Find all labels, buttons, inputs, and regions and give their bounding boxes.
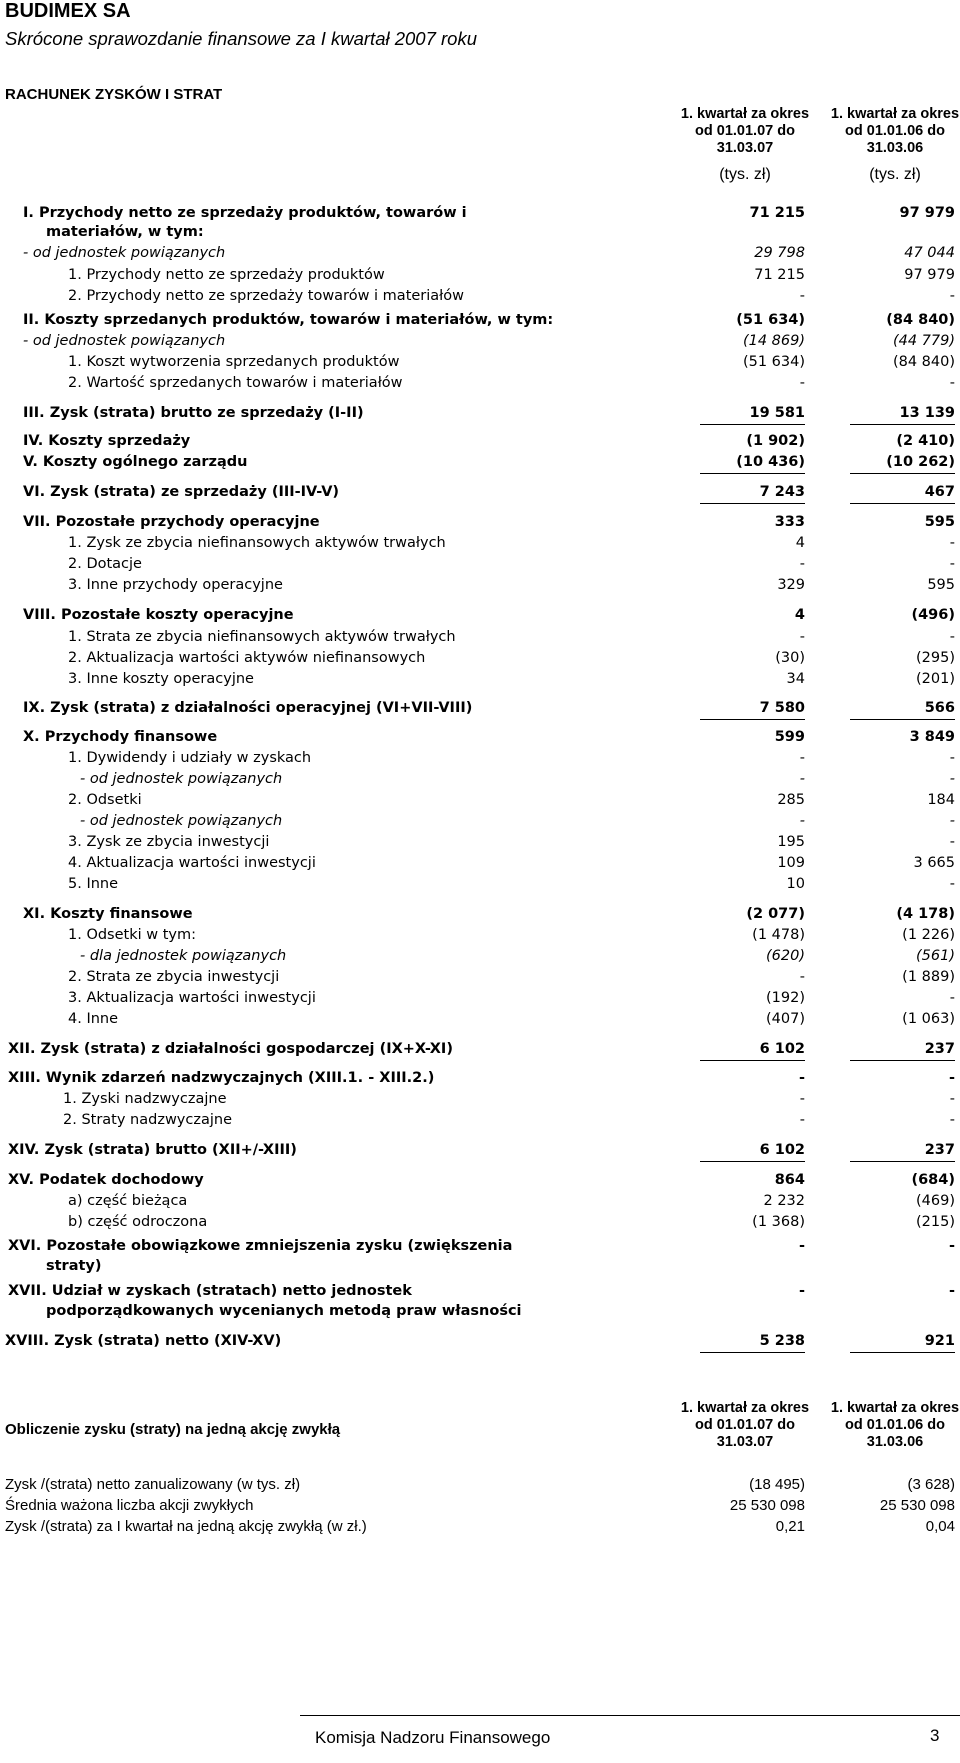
value-2007: (1 478) [752, 927, 805, 943]
subtotal-rule [700, 473, 805, 474]
column-header-line: od 01.01.07 do [695, 1417, 795, 1433]
unit-label: (tys. zł) [869, 166, 921, 183]
row-label: 1. Zysk ze zbycia niefinansowych aktywów trwałych [68, 535, 446, 551]
value-2007: - [799, 1091, 805, 1107]
value-2006: - [948, 1283, 955, 1299]
value-2006: 237 [924, 1142, 955, 1158]
value-2006: (469) [916, 1193, 955, 1209]
row-label: 3. Inne koszty operacyjne [68, 671, 254, 687]
value-2006: - [949, 535, 955, 551]
value-2007: - [799, 1112, 805, 1128]
table-row [0, 833, 960, 855]
subtotal-rule [850, 1161, 955, 1162]
value-2006: (44 779) [892, 333, 955, 349]
column-header-line: 1. kwartał za okres [830, 1400, 960, 1416]
row-label: b) część odroczona [68, 1214, 208, 1230]
row-label: 2. Dotacje [68, 556, 142, 572]
row-label: VII. Pozostałe przychody operacyjne [23, 514, 320, 530]
table-row [0, 606, 960, 628]
row-label: 1. Strata ze zbycia niefinansowych aktywów trwałych [68, 629, 456, 645]
value-2006: (3 628) [907, 1476, 955, 1493]
table-row [0, 699, 960, 721]
table-row [0, 968, 960, 990]
value-2006: 921 [924, 1333, 955, 1349]
value-2006: - [949, 1112, 955, 1128]
row-label: 3. Inne przychody operacyjne [68, 577, 283, 593]
table-row [0, 728, 960, 750]
value-2007: - [798, 1070, 805, 1086]
subtotal-rule [700, 1352, 805, 1353]
value-2007: 864 [774, 1172, 805, 1188]
value-2007: 7 243 [759, 484, 805, 500]
value-2006: - [949, 556, 955, 572]
table-row [0, 1010, 960, 1032]
value-2007: 10 [786, 876, 805, 892]
table-row [0, 244, 960, 266]
value-2006: (295) [916, 650, 955, 666]
table-row [0, 332, 960, 354]
value-2006: 3 849 [909, 729, 955, 745]
value-2007: - [798, 1283, 805, 1299]
eps-row [0, 1476, 960, 1498]
row-label: 3. Zysk ze zbycia inwestycji [68, 834, 270, 850]
row-label: Średnia ważona liczba akcji zwykłych [5, 1497, 254, 1514]
value-2006: (215) [916, 1214, 955, 1230]
value-2006: 237 [924, 1041, 955, 1057]
value-2007: 333 [774, 514, 805, 530]
table-row [0, 483, 960, 505]
row-label: 2. Aktualizacja wartości aktywów niefinansowych [68, 650, 426, 666]
value-2007: - [799, 556, 805, 572]
row-label: 4. Aktualizacja wartości inwestycji [68, 855, 316, 871]
value-2007: (407) [766, 1011, 805, 1027]
row-label: XV. Podatek dochodowy [8, 1172, 204, 1188]
subtotal-rule [850, 503, 955, 504]
row-label: Zysk /(strata) za I kwartał na jedną akcję zwykłą (w zł.) [5, 1518, 367, 1535]
table-row [0, 1069, 960, 1091]
value-2006: 25 530 098 [879, 1497, 955, 1514]
subtotal-rule [700, 719, 805, 720]
value-2007: 34 [786, 671, 805, 687]
value-2006: (84 840) [892, 354, 955, 370]
table-row [0, 432, 960, 454]
subtotal-rule [850, 1060, 955, 1061]
table-row [0, 534, 960, 556]
value-2007: 599 [774, 729, 805, 745]
row-label: V. Koszty ogólnego zarządu [23, 454, 248, 470]
table-row [0, 1237, 960, 1259]
value-2007: - [799, 969, 805, 985]
table-row [0, 1171, 960, 1193]
row-label: XVIII. Zysk (strata) netto (XIV-XV) [5, 1333, 282, 1349]
table-row [0, 223, 960, 245]
row-label: VIII. Pozostałe koszty operacyjne [23, 607, 294, 623]
value-2006: - [949, 750, 955, 766]
subtotal-rule [850, 1352, 955, 1353]
value-2007: 19 581 [749, 405, 805, 421]
value-2007: (14 869) [742, 333, 805, 349]
subtotal-rule [700, 1060, 805, 1061]
value-2006: - [949, 1091, 955, 1107]
value-2006: 13 139 [899, 405, 955, 421]
value-2007: 4 [795, 535, 805, 551]
value-2006: (4 178) [896, 906, 955, 922]
value-2007: - [799, 750, 805, 766]
row-label: podporządkowanych wycenianych metodą praw własności [46, 1303, 522, 1319]
value-2006: (10 262) [886, 454, 955, 470]
column-header-2007 [675, 106, 815, 157]
value-2007: (1 902) [746, 433, 805, 449]
eps-title: Obliczenie zysku (straty) na jedną akcję zwykłą [5, 1421, 341, 1438]
table-row [0, 926, 960, 948]
value-2006: (561) [916, 948, 955, 964]
value-2006: - [949, 876, 955, 892]
value-2007: (192) [766, 990, 805, 1006]
value-2007: - [799, 288, 805, 304]
row-label: XIV. Zysk (strata) brutto (XII+/-XIII) [8, 1142, 297, 1158]
row-label: 4. Inne [68, 1011, 119, 1027]
row-label: 2. Odsetki [68, 792, 142, 808]
value-2006: (1 889) [902, 969, 955, 985]
table-row [0, 576, 960, 598]
value-2007: 6 102 [759, 1041, 805, 1057]
table-row [0, 1192, 960, 1214]
row-label: 1. Przychody netto ze sprzedaży produktów [68, 267, 385, 283]
row-label: XIII. Wynik zdarzeń nadzwyczajnych (XIII.1. - XIII.2.) [8, 1070, 435, 1086]
table-row [0, 770, 960, 792]
page-number: 3 [930, 1726, 940, 1745]
column-header-line: 31.03.06 [866, 140, 924, 156]
value-2006: 47 044 [904, 245, 955, 261]
row-label: IX. Zysk (strata) z działalności operacyjnej (VI+VII-VIII) [23, 700, 473, 716]
eps-row [0, 1518, 960, 1540]
subtotal-rule [850, 473, 955, 474]
table-row [0, 875, 960, 897]
value-2006: (84 840) [886, 312, 955, 328]
row-label: XVI. Pozostałe obowiązkowe zmniejszenia zysku (zwiększenia [8, 1238, 513, 1254]
row-label: XII. Zysk (strata) z działalności gospodarczej (IX+X-XI) [8, 1041, 453, 1057]
row-label: 2. Strata ze zbycia inwestycji [68, 969, 280, 985]
value-2007: 5 238 [759, 1333, 805, 1349]
row-label: IV. Koszty sprzedaży [23, 433, 191, 449]
value-2007: 2 232 [763, 1193, 805, 1209]
value-2007: 71 215 [749, 205, 805, 221]
row-label: III. Zysk (strata) brutto ze sprzedaży (I-II) [23, 405, 364, 421]
value-2006: (684) [911, 1172, 955, 1188]
value-2006: - [948, 1070, 955, 1086]
table-row [0, 311, 960, 333]
row-label: - dla jednostek powiązanych [80, 948, 287, 964]
value-2007: 29 798 [754, 245, 805, 261]
value-2006: 3 665 [913, 855, 955, 871]
subtotal-rule [700, 424, 805, 425]
row-label: Zysk /(strata) netto zanualizowany (w tys. zł) [5, 1476, 301, 1493]
row-label: - od jednostek powiązanych [23, 245, 226, 261]
row-label: materiałów, w tym: [46, 224, 204, 240]
row-label: - od jednostek powiązanych [80, 813, 283, 829]
row-label: 2. Wartość sprzedanych towarów i materiałów [68, 375, 403, 391]
value-2007: - [799, 375, 805, 391]
value-2007: 0,21 [775, 1518, 805, 1535]
column-header-line: 31.03.07 [716, 1434, 774, 1450]
row-label: 5. Inne [68, 876, 119, 892]
value-2007: - [799, 629, 805, 645]
table-row [0, 812, 960, 834]
value-2007: 7 580 [759, 700, 805, 716]
row-label: 1. Koszt wytworzenia sprzedanych produktów [68, 354, 400, 370]
value-2007: - [799, 813, 805, 829]
company-name: BUDIMEX SA [5, 0, 131, 22]
value-2006: - [949, 771, 955, 787]
row-label: 2. Straty nadzwyczajne [63, 1112, 232, 1128]
table-row [0, 374, 960, 396]
table-row [0, 1040, 960, 1062]
row-label: XVII. Udział w zyskach (stratach) netto jednostek [8, 1283, 412, 1299]
table-row [0, 1213, 960, 1235]
table-row [0, 1302, 960, 1324]
row-label: - od jednostek powiązanych [23, 333, 226, 349]
row-label: II. Koszty sprzedanych produktów, towarów i materiałów, w tym: [23, 312, 554, 328]
table-row [0, 1111, 960, 1133]
row-label: - od jednostek powiązanych [80, 771, 283, 787]
column-header-2006 [825, 106, 960, 157]
value-2006: - [949, 288, 955, 304]
column-header-line: od 01.01.07 do [695, 123, 795, 139]
table-row [0, 1141, 960, 1163]
table-row [0, 1257, 960, 1279]
footer-rule [300, 1715, 960, 1716]
row-label: XI. Koszty finansowe [23, 906, 193, 922]
row-label: a) część bieżąca [68, 1193, 188, 1209]
row-label: straty) [46, 1258, 102, 1274]
value-2006: - [949, 629, 955, 645]
value-2006: 595 [924, 514, 955, 530]
table-row [0, 947, 960, 969]
table-row [0, 854, 960, 876]
row-label: 1. Odsetki w tym: [68, 927, 197, 943]
value-2007: 329 [777, 577, 805, 593]
footer-org: Komisja Nadzoru Finansowego [315, 1728, 551, 1747]
value-2006: - [949, 813, 955, 829]
subtotal-rule [700, 1161, 805, 1162]
column-header-line: od 01.01.06 do [845, 123, 945, 139]
value-2007: 25 530 098 [729, 1497, 805, 1514]
value-2006: (1 226) [902, 927, 955, 943]
row-label: 3. Aktualizacja wartości inwestycji [68, 990, 316, 1006]
table-row [0, 555, 960, 577]
table-row [0, 670, 960, 692]
column-header-line: 31.03.06 [866, 1434, 924, 1450]
value-2006: - [948, 1238, 955, 1254]
value-2007: (51 634) [736, 312, 805, 328]
table-row [0, 1282, 960, 1304]
column-header-line: 31.03.07 [716, 140, 774, 156]
eps-column-header-2007 [675, 1400, 815, 1451]
value-2007: - [798, 1238, 805, 1254]
row-label: 1. Zyski nadzwyczajne [63, 1091, 227, 1107]
table-row [0, 453, 960, 475]
table-row [0, 1090, 960, 1112]
value-2007: (51 634) [742, 354, 805, 370]
value-2007: - [799, 771, 805, 787]
value-2006: 566 [924, 700, 955, 716]
table-row [0, 353, 960, 375]
table-row [0, 791, 960, 813]
table-row [0, 1332, 960, 1354]
value-2006: 0,04 [925, 1518, 955, 1535]
value-2006: - [949, 990, 955, 1006]
value-2007: 6 102 [759, 1142, 805, 1158]
value-2007: (2 077) [746, 906, 805, 922]
column-header-line: od 01.01.06 do [845, 1417, 945, 1433]
value-2007: (18 495) [749, 1476, 805, 1493]
subtotal-rule [700, 503, 805, 504]
value-2007: 195 [777, 834, 805, 850]
subtotal-rule [850, 424, 955, 425]
table-row [0, 628, 960, 650]
table-row [0, 905, 960, 927]
row-label: X. Przychody finansowe [23, 729, 218, 745]
value-2006: (2 410) [896, 433, 955, 449]
table-row [0, 989, 960, 1011]
value-2007: (10 436) [736, 454, 805, 470]
table-row [0, 513, 960, 535]
eps-row [0, 1497, 960, 1519]
eps-column-header-2006 [825, 1400, 960, 1451]
column-header-line: 1. kwartał za okres [680, 106, 810, 122]
value-2006: 97 979 [899, 205, 955, 221]
value-2007: 109 [777, 855, 805, 871]
value-2006: 467 [924, 484, 955, 500]
statement-title: RACHUNEK ZYSKÓW I STRAT [5, 86, 223, 103]
value-2006: (1 063) [902, 1011, 955, 1027]
value-2007: 4 [794, 607, 805, 623]
value-2006: 595 [927, 577, 955, 593]
row-label: 2. Przychody netto ze sprzedaży towarów i materiałów [68, 288, 465, 304]
table-row [0, 287, 960, 309]
value-2006: 97 979 [904, 267, 955, 283]
value-2007: 285 [777, 792, 805, 808]
unit-label: (tys. zł) [719, 166, 771, 183]
value-2007: (620) [766, 948, 805, 964]
row-label: I. Przychody netto ze sprzedaży produktów, towarów i [23, 205, 467, 221]
table-row [0, 749, 960, 771]
table-row [0, 649, 960, 671]
row-label: VI. Zysk (strata) ze sprzedaży (III-IV-V) [23, 484, 340, 500]
value-2006: (201) [916, 671, 955, 687]
column-header-line: 1. kwartał za okres [830, 106, 960, 122]
table-row [0, 266, 960, 288]
row-label: 1. Dywidendy i udziały w zyskach [68, 750, 312, 766]
subtotal-rule [850, 719, 955, 720]
value-2006: (496) [911, 607, 955, 623]
value-2006: - [949, 375, 955, 391]
report-subtitle: Skrócone sprawozdanie finansowe za I kwartał 2007 roku [5, 28, 478, 49]
table-row [0, 404, 960, 426]
value-2006: 184 [927, 792, 955, 808]
value-2007: 71 215 [754, 267, 805, 283]
column-header-line: 1. kwartał za okres [680, 1400, 810, 1416]
value-2007: (30) [775, 650, 805, 666]
value-2007: (1 368) [752, 1214, 805, 1230]
value-2006: - [949, 834, 955, 850]
